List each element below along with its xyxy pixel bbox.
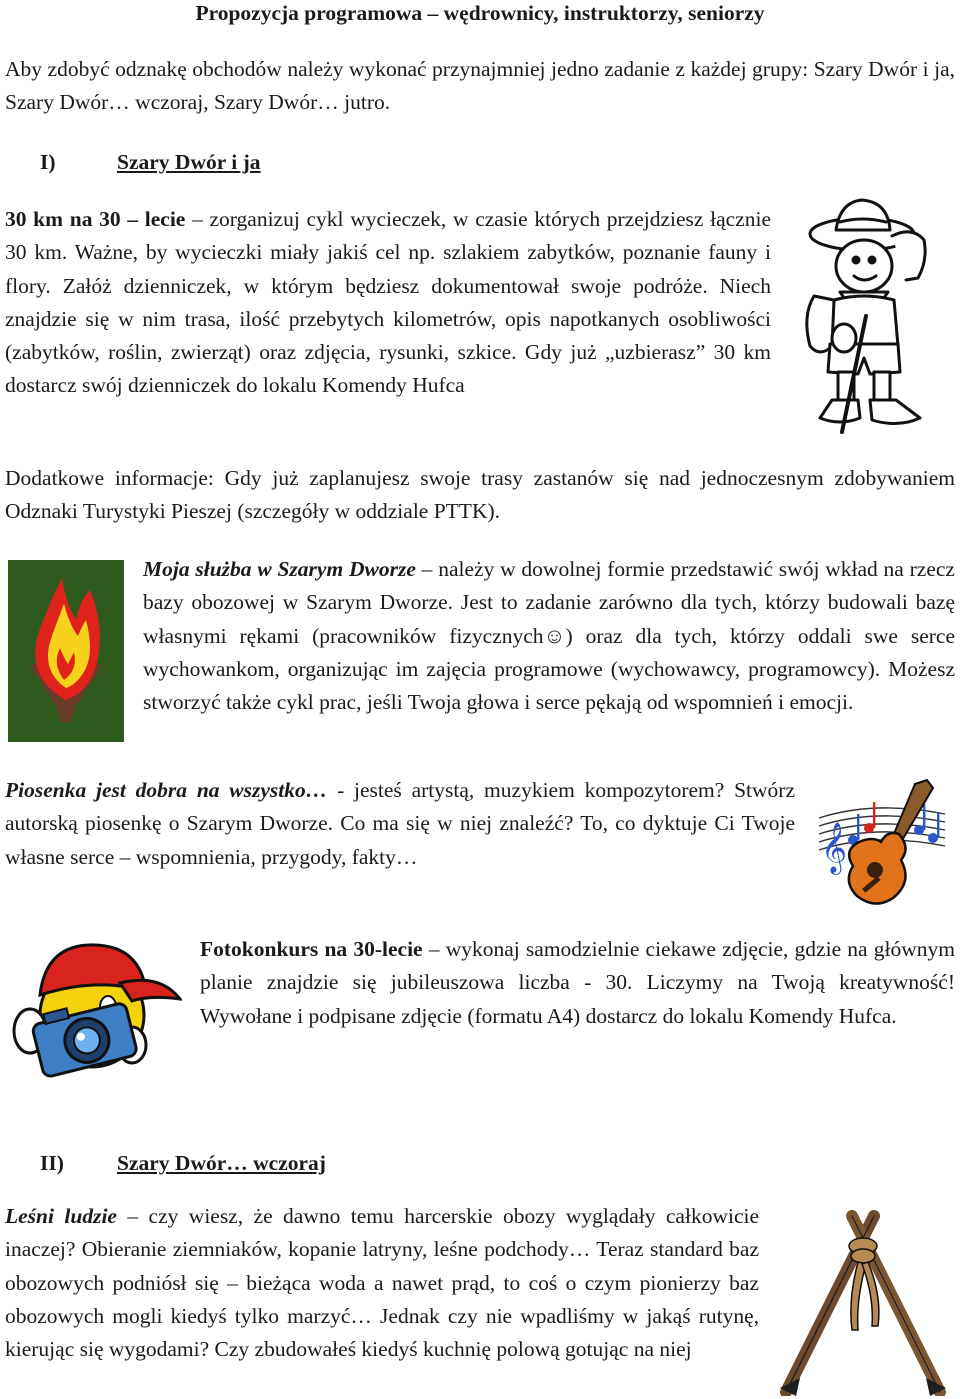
task-song-paragraph (5, 774, 795, 874)
guitar-music-notes-icon (815, 778, 950, 906)
campfire-icon (8, 560, 124, 742)
smiley-camera-icon (0, 933, 182, 1083)
task-forest-people-title: Leśni ludzie (5, 1204, 117, 1228)
task-song-text: - jesteś artystą, muzykiem kompozytorem? Stwórz autorską piosenkę o Szarym Dworze. Co ma się w niej znaleźć? To, co dyktuje Ci Twoje własne serce – wspomnienia, przygody, fakty… (5, 778, 795, 869)
extra-info-paragraph: Dodatkowe informacje: Gdy już zaplanujesz swoje trasy zastanów się nad jednoczesnym zdobywaniem Odznaki Turystyki Pieszej (szczegóły w oddziale PTTK). (5, 466, 955, 524)
task-service-text-b: ) oraz dla tych, którzy oddali swe serce wychowankom, organizując im zajęcia programowe (wychowawcy, programowcy). Możesz stworzyć także cykl prac, jeśli Twoja głowa i serce pękają od wspomnień i emocji. (143, 623, 955, 715)
section-2-heading (40, 1147, 326, 1180)
section-1-number: I) (40, 150, 56, 174)
task-photo-paragraph (200, 933, 955, 1033)
task-photo-title: Fotokonkurs na 30-lecie (200, 937, 423, 961)
section-2-number: II) (40, 1151, 64, 1175)
page-title: Propozycja programowa – wędrownicy, instruktorzy, seniorzy (195, 1, 765, 25)
task-service-title: Moja służba w Szarym Dworze (143, 557, 416, 581)
section-2-title: Szary Dwór… wczoraj (117, 1151, 326, 1175)
task-30km-title: 30 km na 30 – lecie (5, 207, 186, 231)
task-30km-paragraph (5, 203, 771, 403)
task-forest-people-paragraph (5, 1200, 759, 1366)
scout-hiker-icon (800, 196, 948, 436)
smiley-icon: ☺ (543, 623, 566, 648)
task-service-text-a: – należy w dowolnej formie przedstawić swój wkład na rzecz bazy obozowej w Szarym Dworze. Jest to zadanie zarówno dla tych, którzy budowali bazę własnymi rękami (pracowników fizycznych (143, 557, 955, 648)
task-30km-text: – zorganizuj cykl wycieczek, w czasie których przejdziesz łącznie 30 km. Ważne, by wycieczki miały jakiś cel np. szlakiem zabytków, poznanie fauny i flory. Załóż dzienniczek, w którym będziesz dokumentował swoje podróże. Niech znajdzie się w nim trasa, ilość przebytych kilometrów, opis napotkanych osobliwości (zabytków, roślin, zwierząt) oraz zdjęcia, rysunki, szkice. Gdy już „uzbierasz” 30 km dostarcz swój dzienniczek do lokalu Komendy Hufca (5, 207, 771, 398)
svg-text:𝄞: 𝄞 (821, 822, 848, 873)
task-service-paragraph (143, 553, 955, 719)
task-photo-text: – wykonaj samodzielnie ciekawe zdjęcie, gdzie na głównym planie znajdzie się jubileuszowa liczba - 30. Liczymy na Twoją kreatywność! Wywołane i podpisane zdjęcie (formatu A4) dostarcz do lokalu Komendy Hufca. (200, 937, 955, 1028)
task-forest-people-text: – czy wiesz, że dawno temu harcerskie obozy wyglądały całkowicie inaczej? Obieranie ziemniaków, kopanie latryny, leśne podchody… Teraz standard baz obozowych podniósł się – bieżąca woda a nawet prąd, to coś o czym pionierzy baz obozowych mogli kiedyś tylko marzyć… Jednak czy nie wpadliśmy w jakąś rutynę, kierując się wygodami? Czy zbudowałeś kiedyś kuchnię polową gotując na niej (5, 1204, 760, 1362)
section-1-heading (40, 146, 261, 179)
task-song-title: Piosenka jest dobra na wszystko… (5, 778, 328, 802)
section-1-title: Szary Dwór i ja (117, 150, 261, 174)
tied-sticks-icon (778, 1210, 948, 1396)
intro-paragraph: Aby zdobyć odznakę obchodów należy wykonać przynajmniej jedno zadanie z każdej grupy: Szary Dwór i ja, Szary Dwór… wczoraj, Szary Dwór… jutro. (5, 57, 955, 115)
